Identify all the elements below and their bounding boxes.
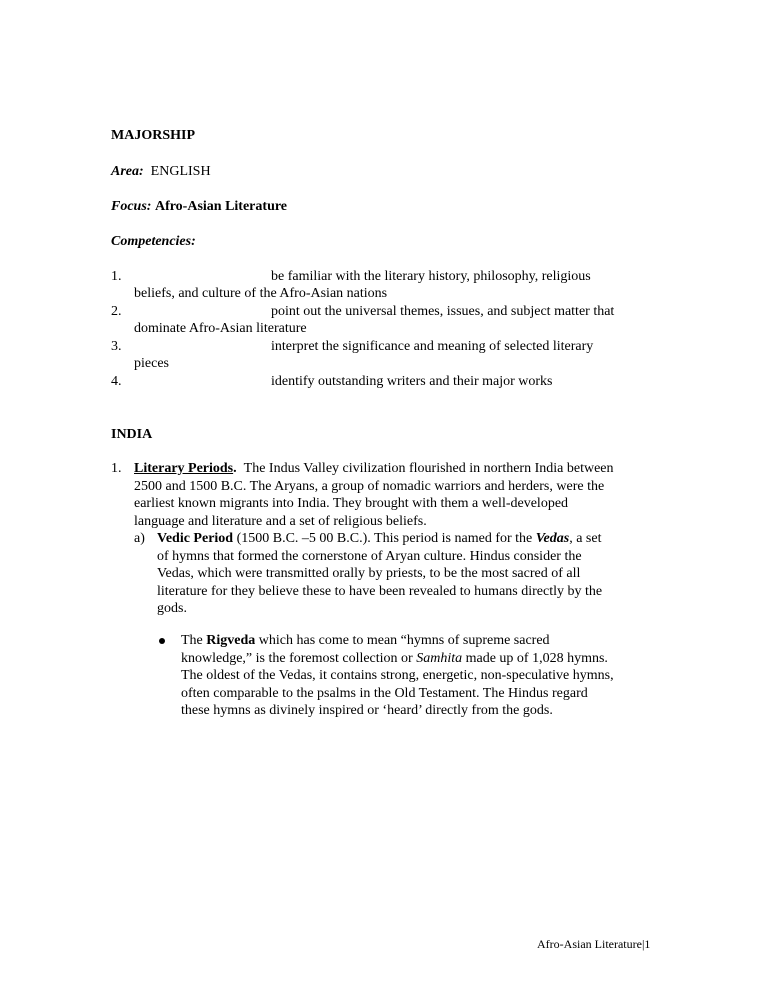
focus-line [111, 198, 287, 216]
page-footer: Afro-Asian Literature|1 [537, 937, 651, 951]
competency-number: 3. [111, 339, 122, 354]
item-first-line [134, 460, 614, 478]
item-text: language and literature and a set of religious beliefs. [134, 514, 427, 529]
area-line [111, 163, 211, 181]
section-title: INDIA [111, 427, 153, 442]
competency-text: identify outstanding writers and their major works [271, 374, 553, 389]
competency-text: be familiar with the literary history, philosophy, religious [271, 269, 591, 284]
competency-number: 2. [111, 304, 122, 319]
samhita-term: Samhita [416, 651, 463, 666]
bullet-text: often comparable to the psalms in the Old Testament. The Hindus regard [181, 686, 588, 701]
literary-periods-heading: Literary Periods [134, 461, 234, 476]
area-label: Area: [111, 164, 144, 179]
competency-text: interpret the significance and meaning of selected literary [271, 339, 594, 354]
area-value: ENGLISH [150, 164, 211, 179]
sub-item-text: literature for they believe these to have been revealed to humans directly by the [157, 584, 603, 599]
bullet-first-line [181, 632, 550, 650]
bullet-text: these hymns as divinely inspired or ‘heard’ directly from the gods. [181, 703, 553, 718]
bullet-text: The oldest of the Vedas, it contains strong, energetic, non-speculative hymns, [181, 668, 614, 683]
sub-item-letter: a) [134, 531, 145, 546]
bullet-text: The [181, 633, 203, 648]
item-number: 1. [111, 461, 122, 476]
item-text: The Indus Valley civilization flourished in northern India between [243, 461, 614, 476]
bullet-second-line [181, 650, 608, 668]
rigveda-term: Rigveda [206, 633, 256, 648]
competency-text: point out the universal themes, issues, and subject matter that [271, 304, 615, 319]
sub-item-text: of hymns that formed the cornerstone of Aryan culture. Hindus consider the [157, 549, 582, 564]
bullet-icon [159, 638, 165, 644]
focus-label: Focus: [111, 199, 152, 214]
competency-text-cont: dominate Afro-Asian literature [134, 321, 307, 336]
item-text: earliest known migrants into India. They brought with them a well-developed [134, 496, 569, 511]
vedas-term: Vedas [535, 531, 570, 546]
bullet-text: knowledge,” is the foremost collection or [181, 651, 413, 666]
competency-number: 4. [111, 374, 122, 389]
item-text: 2500 and 1500 B.C. The Aryans, a group of nomadic warriors and herders, were the [134, 479, 605, 494]
competency-number: 1. [111, 269, 122, 284]
sub-item-text: Vedas, which were transmitted orally by priests, to be the most sacred of all [157, 566, 581, 581]
competencies-label: Competencies: [111, 234, 196, 249]
sub-item-text-end: , a set [569, 531, 602, 546]
bullet-text: which has come to mean “hymns of supreme sacred [258, 633, 550, 648]
heading-period: . [233, 461, 237, 476]
page-title: MAJORSHIP [111, 128, 195, 143]
focus-value: Afro-Asian Literature [154, 199, 288, 214]
vedic-period-heading: Vedic Period [157, 531, 234, 546]
sub-item-text: (1500 B.C. –5 00 B.C.). This period is named for the [236, 531, 533, 546]
sub-item-first-line [157, 530, 601, 548]
competency-text-cont: pieces [134, 356, 169, 371]
sub-item-text: gods. [157, 601, 187, 616]
competency-text-cont: beliefs, and culture of the Afro-Asian nations [134, 286, 388, 301]
bullet-text: made up of 1,028 hymns. [465, 651, 608, 666]
